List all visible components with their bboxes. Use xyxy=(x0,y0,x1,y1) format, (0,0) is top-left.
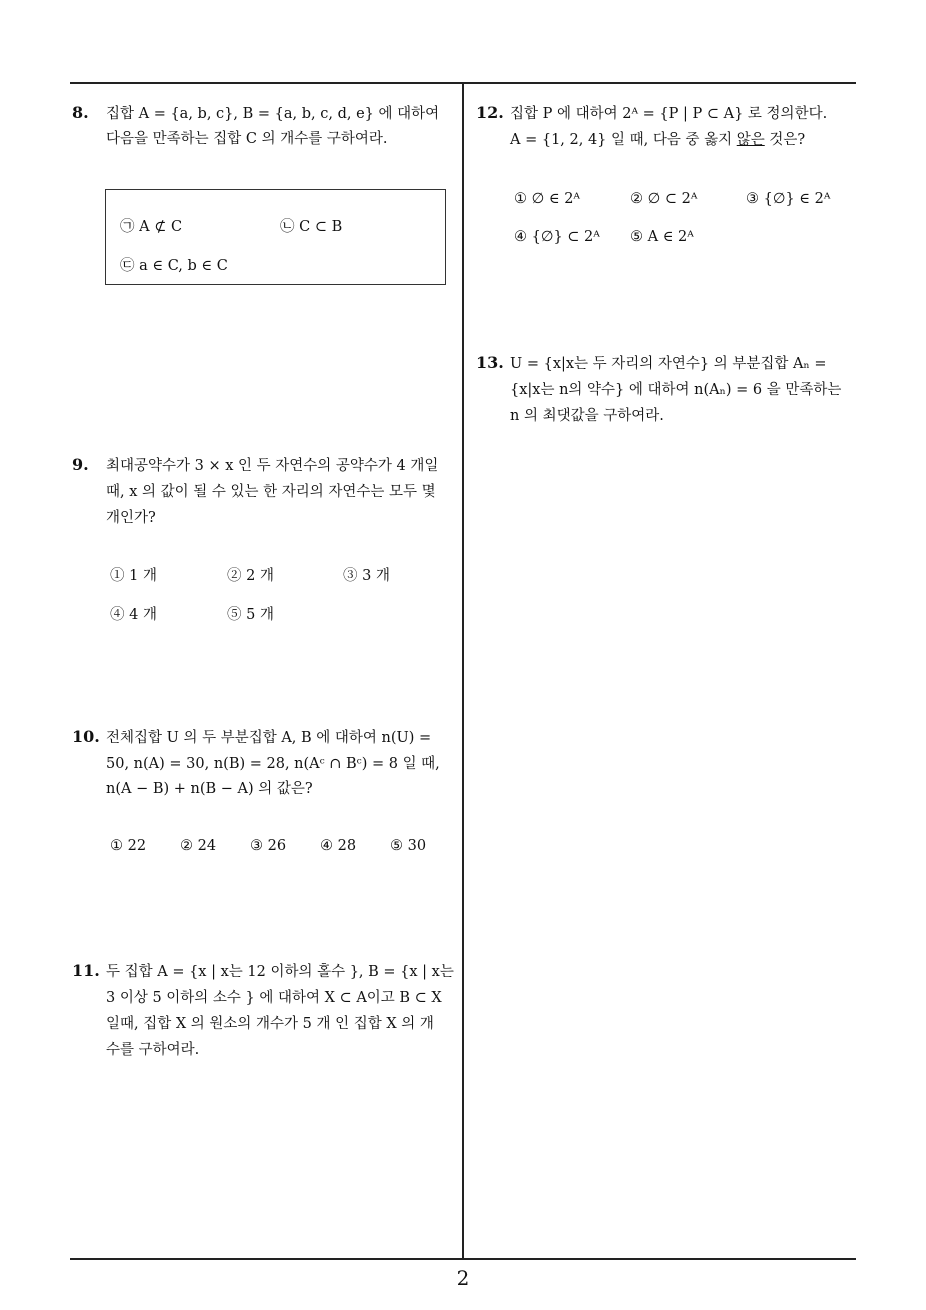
question-line: 때, x 의 값이 될 수 있는 한 자리의 자연수는 모두 몇 xyxy=(106,484,436,500)
question-line: 집합 P 에 대하여 2ᴬ = {P | P ⊂ A} 로 정의한다. xyxy=(510,106,828,122)
answer-option[interactable]: ② ∅ ⊂ 2ᴬ xyxy=(630,191,698,207)
question-line: 3 이상 5 이하의 소수 } 에 대하여 X ⊂ A이고 B ⊂ X xyxy=(106,990,442,1006)
bottom-rule xyxy=(70,1258,856,1260)
answer-option[interactable]: ② 24 xyxy=(180,838,217,854)
question-line: n 의 최댓값을 구하여라. xyxy=(510,408,664,424)
question-line xyxy=(510,128,805,153)
question-number: 12. xyxy=(476,103,504,122)
answer-option[interactable]: ① ∅ ∈ 2ᴬ xyxy=(514,191,581,207)
answer-option[interactable]: ④ {∅} ⊂ 2ᴬ xyxy=(514,229,600,245)
question-line: 집합 A = {a, b, c}, B = {a, b, c, d, e} 에 대하여 xyxy=(106,106,440,122)
condition-item: ㉡ C ⊂ B xyxy=(280,219,343,235)
question-number: 10. xyxy=(72,727,100,746)
question-line: 일때, 집합 X 의 원소의 개수가 5 개 인 집합 X 의 개 xyxy=(106,1016,434,1032)
answer-option[interactable]: ④ 4 개 xyxy=(110,607,157,623)
answer-option[interactable]: ⑤ 5 개 xyxy=(227,607,274,623)
page-number: 2 xyxy=(456,1266,470,1290)
condition-item: ㉠ A ⊄ C xyxy=(120,219,183,235)
answer-option[interactable]: ③ 3 개 xyxy=(343,568,390,584)
condition-item: ㉢ a ∈ C, b ∈ C xyxy=(120,258,228,274)
question-number: 8. xyxy=(72,103,89,122)
question-line: {x|x는 n의 약수} 에 대하여 n(Aₙ) = 6 을 만족하는 xyxy=(510,382,842,398)
question-line: 두 집합 A = {x | x는 12 이하의 홀수 }, B = {x | x는 xyxy=(106,964,454,980)
question-line: 50, n(A) = 30, n(B) = 28, n(Aᶜ ∩ Bᶜ) = 8 일 때, xyxy=(106,756,440,772)
question-number: 11. xyxy=(72,961,100,980)
answer-option[interactable]: ⑤ 30 xyxy=(390,838,427,854)
question-line: 전체집합 U 의 두 부분집합 A, B 에 대하여 n(U) = xyxy=(106,730,432,746)
answer-option[interactable]: ⑤ A ∈ 2ᴬ xyxy=(630,229,694,245)
question-number: 13. xyxy=(476,353,504,372)
answer-option[interactable]: ① 22 xyxy=(110,838,147,854)
answer-option[interactable]: ③ 26 xyxy=(250,838,287,854)
question-text: A = {1, 2, 4} 일 때, 다음 중 옳지 xyxy=(510,132,737,148)
question-line: 수를 구하여라. xyxy=(106,1042,200,1058)
question-line: n(A − B) + n(B − A) 의 값은? xyxy=(106,781,313,797)
emphasis-text: 않은 xyxy=(736,132,765,148)
answer-option[interactable]: ② 2 개 xyxy=(227,568,274,584)
question-line: 최대공약수가 3 × x 인 두 자연수의 공약수가 4 개일 xyxy=(106,458,439,474)
question-line: 다음을 만족하는 집합 C 의 개수를 구하여라. xyxy=(106,131,388,147)
question-line: 개인가? xyxy=(106,510,156,526)
answer-option[interactable]: ④ 28 xyxy=(320,838,357,854)
answer-option[interactable]: ③ {∅} ∈ 2ᴬ xyxy=(746,191,831,207)
question-number: 9. xyxy=(72,455,89,474)
question-line: U = {x|x는 두 자리의 자연수} 의 부분집합 Aₙ = xyxy=(510,356,827,372)
question-text: 것은? xyxy=(764,132,806,148)
column-divider xyxy=(462,84,464,1259)
answer-option[interactable]: ① 1 개 xyxy=(110,568,157,584)
